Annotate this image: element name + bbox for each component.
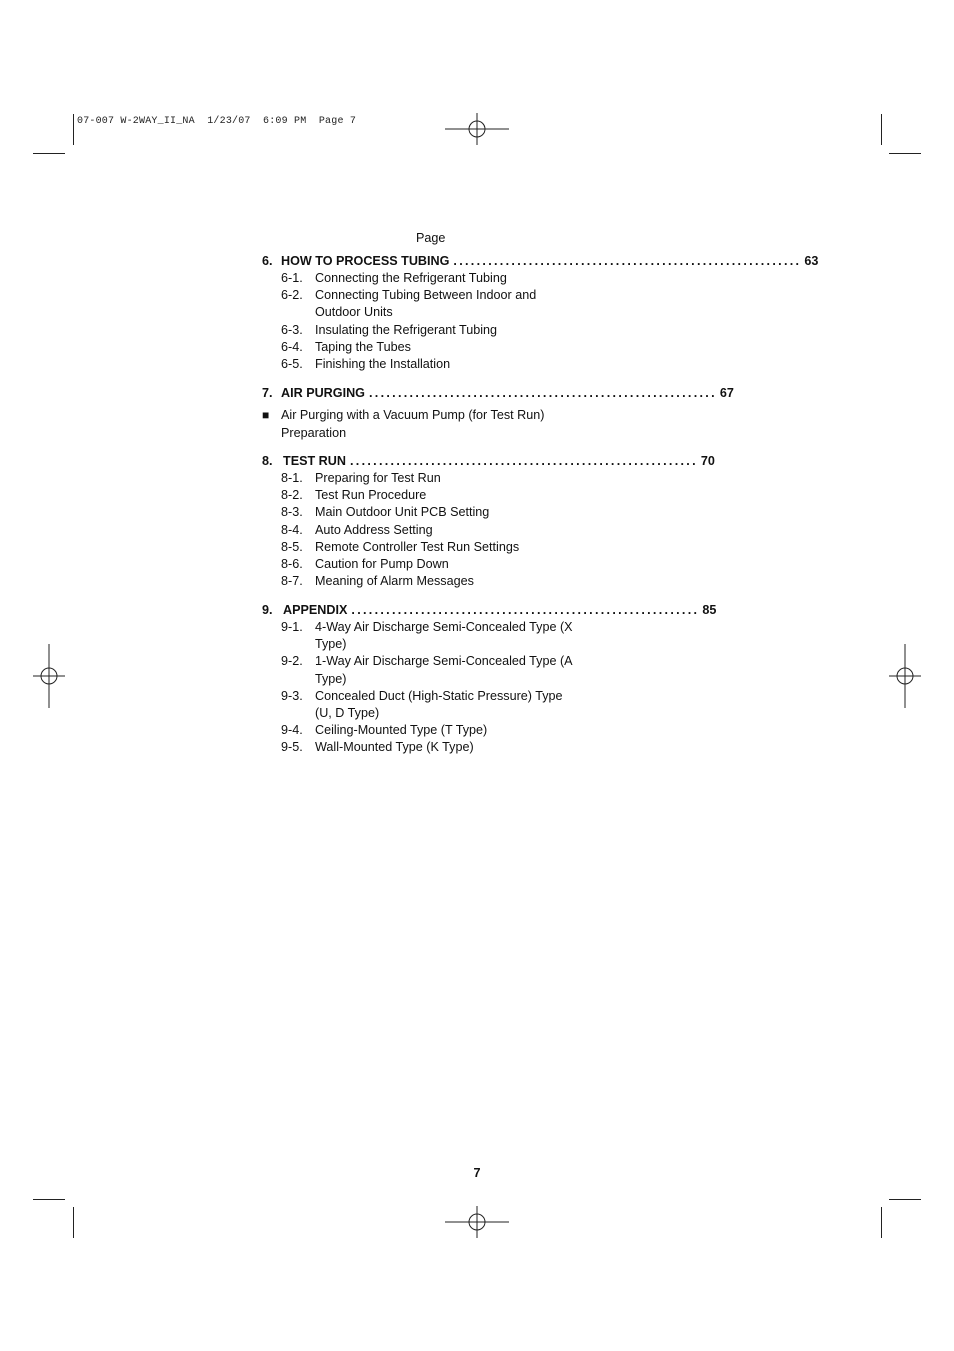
printer-slug: 07-007 W-2WAY_II_NA 1/23/07 6:09 PM Page 7 [77, 116, 357, 127]
item-code: 6-1. [281, 271, 303, 285]
section-page: 85 [702, 603, 717, 617]
toc-item [281, 287, 574, 321]
registration-mark-icon [17, 644, 81, 708]
crop-mark [889, 1199, 921, 1200]
crop-mark [73, 1207, 74, 1238]
toc-section-title [262, 384, 734, 402]
page-number: 7 [473, 1166, 481, 1180]
toc-item [281, 653, 574, 687]
section-page: 70 [700, 454, 715, 468]
item-code: 6-2. [281, 288, 303, 303]
toc-item [281, 470, 574, 487]
item-text: 1-Way Air Discharge Semi-Concealed Type (A Type) [315, 654, 572, 686]
item-text: Caution for Pump Down [315, 557, 449, 572]
section-number: 9. [262, 603, 273, 617]
toc-item [281, 487, 574, 504]
dot-leader: ............................................................ [368, 386, 717, 400]
registration-mark-icon [445, 97, 509, 161]
section-number: 7. [262, 386, 273, 400]
toc-item [281, 722, 574, 739]
item-code: 8-4. [281, 522, 303, 537]
item-text: Preparing for Test Run [315, 471, 441, 485]
item-text: Test Run Procedure [315, 488, 427, 503]
item-text: Connecting Tubing Between Indoor and Outdoor Units [315, 288, 537, 320]
toc-section-7 [262, 384, 734, 442]
toc-item [281, 356, 574, 373]
item-text: Remote Controller Test Run Settings [315, 539, 520, 554]
toc-bullet-item [262, 406, 574, 442]
item-text: Ceiling-Mounted Type (T Type) [315, 723, 488, 738]
item-code: 9-1. [281, 620, 303, 634]
item-code: 8-5. [281, 539, 303, 554]
section-number: 8. [262, 454, 273, 468]
item-code: 8-6. [281, 557, 303, 572]
item-text: Finishing the Installation [315, 357, 451, 372]
toc-item [281, 504, 574, 521]
dot-leader: ............................................................ [453, 254, 802, 268]
item-text: Connecting the Refrigerant Tubing [315, 271, 507, 285]
item-code: 8-1. [281, 471, 303, 485]
item-code: 8-7. [281, 574, 303, 589]
section-page: 67 [719, 386, 734, 400]
item-text: Auto Address Setting [315, 522, 433, 537]
item-text: Taping the Tubes [315, 339, 411, 354]
toc-item [281, 556, 574, 573]
item-code: 6-5. [281, 357, 303, 372]
crop-mark [73, 114, 74, 145]
crop-mark [881, 114, 882, 145]
toc-item [281, 688, 574, 722]
crop-mark [33, 1199, 65, 1200]
item-code: 9-2. [281, 654, 303, 669]
toc-section-9 [262, 601, 717, 757]
item-code: 9-3. [281, 688, 303, 703]
section-page: 63 [804, 254, 819, 268]
toc-section-title [262, 252, 819, 270]
registration-mark-icon [445, 1190, 509, 1254]
toc-item [281, 573, 574, 590]
toc-item [281, 619, 574, 653]
crop-mark [881, 1207, 882, 1238]
item-code: 6-4. [281, 339, 303, 354]
section-title: AIR PURGING [281, 386, 365, 400]
item-text: Main Outdoor Unit PCB Setting [315, 505, 490, 520]
item-text: Wall-Mounted Type (K Type) [315, 740, 474, 755]
section-title: TEST RUN [283, 454, 346, 468]
toc-item [281, 739, 574, 756]
section-title: APPENDIX [283, 603, 348, 617]
item-code: 8-2. [281, 488, 303, 503]
toc-section-8 [262, 452, 715, 590]
toc-item [281, 522, 574, 539]
item-code: 8-3. [281, 505, 303, 520]
toc-item [281, 339, 574, 356]
crop-mark [889, 153, 921, 154]
page-column-header: Page [416, 231, 446, 245]
toc-section-title [262, 452, 715, 470]
item-text: Air Purging with a Vacuum Pump (for Test Run) Preparation [281, 408, 545, 440]
item-text: Concealed Duct (High-Static Pressure) Type (U, D Type) [315, 688, 563, 721]
toc-item [281, 539, 574, 556]
toc-item [281, 322, 574, 339]
toc-section-6 [262, 252, 819, 373]
registration-mark-icon [873, 644, 937, 708]
crop-mark [33, 153, 65, 154]
toc-section-title [262, 601, 717, 619]
item-code: 9-4. [281, 723, 303, 738]
item-text: 4-Way Air Discharge Semi-Concealed Type (X Type) [315, 620, 573, 652]
item-code: 6-3. [281, 322, 303, 337]
item-text: Insulating the Refrigerant Tubing [315, 322, 498, 337]
dot-leader: ............................................................ [351, 603, 700, 617]
item-code: 9-5. [281, 740, 303, 755]
toc-item [281, 270, 574, 287]
square-bullet-icon: ■ [262, 408, 270, 422]
dot-leader: ............................................................ [349, 454, 698, 468]
item-text: Meaning of Alarm Messages [315, 574, 474, 589]
section-title: HOW TO PROCESS TUBING [281, 254, 450, 268]
section-number: 6. [262, 254, 273, 268]
